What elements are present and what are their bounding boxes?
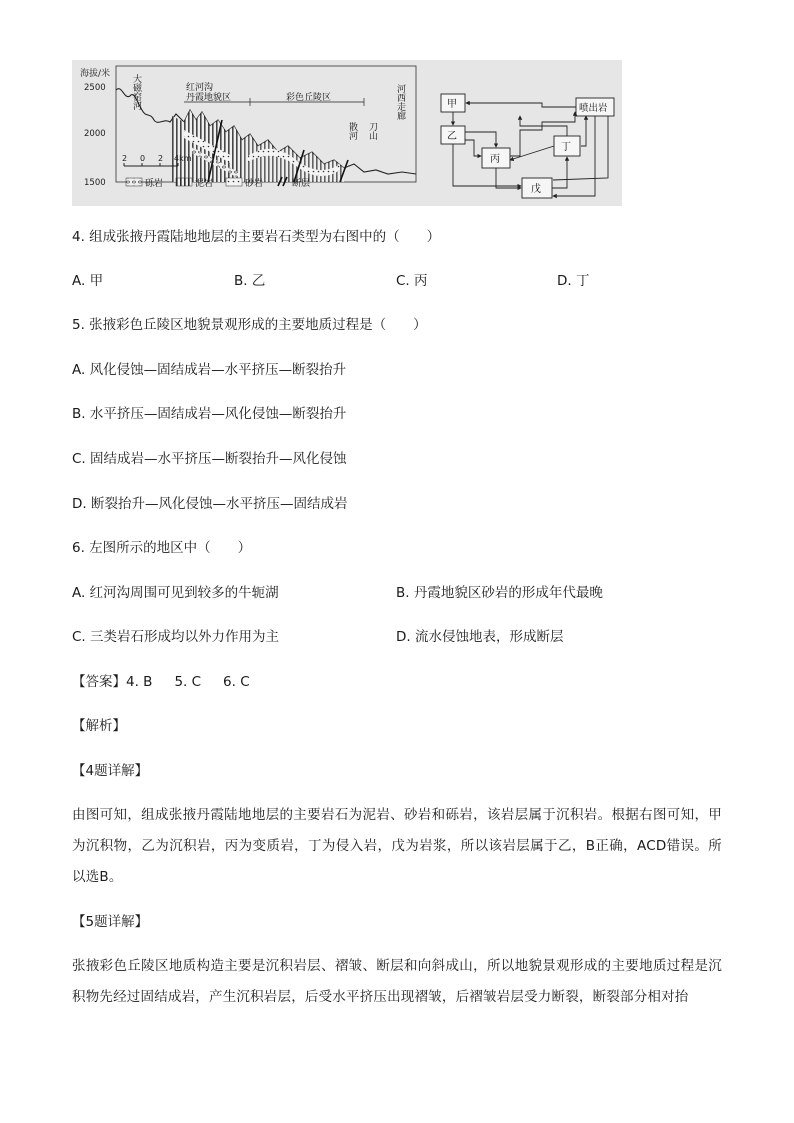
legend-swatch-mudstone — [176, 178, 192, 186]
answer-key: 【答案】 — [72, 674, 126, 690]
question-5-option-d: D. 断裂抬升—风化侵蚀—水平挤压—固结成岩 — [72, 496, 348, 512]
answer-line — [72, 672, 272, 692]
scale-tick-1: 0 — [140, 154, 146, 163]
node-bing-label: 丙 — [490, 154, 500, 165]
answer-5: 5. C — [174, 674, 202, 690]
rock-cycle-diagram — [441, 94, 614, 198]
node-penchuyan-label: 喷出岩 — [579, 103, 608, 114]
question-6-option-c: C. 三类岩石形成均以外力作用为主 — [72, 629, 280, 645]
question-4-option-c: C. 丙 — [396, 273, 428, 289]
question-4-stem: 4. 组成张掖丹霞陆地地层的主要岩石类型为右图中的（ ） — [72, 229, 441, 245]
scale-tick-3: 4km — [174, 154, 192, 163]
legend-label-mudstone: 泥岩 — [195, 179, 214, 189]
question-5-stem: 5. 张掖彩色丘陵区地貌景观形成的主要地质过程是（ ） — [72, 317, 427, 333]
question-4-option-d: D. 丁 — [557, 273, 590, 289]
y-tick-2500: 2500 — [84, 83, 106, 93]
legend-label-sandstone: 砂岩 — [245, 179, 264, 189]
question-6-stem: 6. 左图所示的地区中（ ） — [72, 540, 252, 556]
detail-4-heading: 【4题详解】 — [72, 763, 149, 779]
question-5-option-c: C. 固结成岩—水平挤压—断裂抬升—风化侵蚀 — [72, 451, 347, 467]
question-6-option-a: A. 红河沟周围可见到较多的牛轭湖 — [72, 585, 279, 601]
y-tick-2000: 2000 — [84, 129, 106, 139]
question-4-option-a: A. 甲 — [72, 273, 104, 289]
label-hexi: 河西走廊 — [395, 84, 405, 120]
y-axis-label: 海拔/米 — [80, 69, 111, 79]
legend-swatch-sandstone — [226, 178, 242, 186]
label-daoshan: 刀山 — [367, 122, 377, 140]
label-shanhe: 散河 — [347, 122, 357, 140]
question-6-option-b: B. 丹霞地貌区砂岩的形成年代最晚 — [396, 585, 603, 601]
label-caise: 彩色丘陵区 — [286, 93, 332, 103]
question-5-option-a: A. 风化侵蚀—固结成岩—水平挤压—断裂抬升 — [72, 362, 347, 378]
cross-section — [80, 66, 416, 189]
question-5-option-b: B. 水平挤压—固结成岩—风化侵蚀—断裂抬升 — [72, 406, 347, 422]
answer-4: 4. B — [126, 674, 153, 690]
detail-5-heading: 【5题详解】 — [72, 914, 149, 930]
legend-label-conglomerate: 砾岩 — [145, 179, 164, 189]
node-jia-label: 甲 — [447, 99, 457, 110]
question-6-option-d: D. 流水侵蚀地表，形成断层 — [396, 629, 564, 645]
analysis-heading: 【解析】 — [72, 718, 126, 734]
node-wu-label: 戊 — [531, 184, 541, 195]
node-ding-label: 丁 — [561, 142, 571, 153]
detail-4-text: 由图可知，组成张掖丹霞陆地地层的主要岩石为泥岩、砂岩和砾岩，该岩层属于沉积岩。根据右图可知，甲为沉积物，乙为沉积岩，丙为变质岩，丁为侵入岩，戊为岩浆，所以该岩层属于乙，B正确，ACD错误。所以选B。 — [72, 807, 722, 885]
question-4-option-b: B. 乙 — [234, 273, 266, 289]
scale-tick-0: 2 — [122, 154, 128, 163]
label-danxia: 丹霞地貌区 — [186, 93, 232, 103]
detail-5-text: 张掖彩色丘陵区地质构造主要是沉积岩层、褶皱、断层和向斜成山，所以地貌景观形成的主要地质过程是沉积物先经过固结成岩，产生沉积岩层，后受水平挤压出现褶皱，后褶皱岩层受力断裂，断裂部分相对抬 — [72, 958, 722, 1005]
answer-6: 6. C — [223, 674, 250, 690]
geology-figure — [72, 60, 622, 206]
label-dacizhan: 大磁窑河 — [131, 74, 141, 110]
legend-label-fault: 断层 — [292, 179, 311, 189]
node-yi-label: 乙 — [447, 131, 457, 142]
y-tick-1500: 1500 — [84, 178, 106, 188]
geology-figure-svg — [72, 60, 622, 206]
label-honghegou: 红河沟 — [186, 83, 214, 93]
scale-tick-2: 2 — [158, 154, 164, 163]
legend-swatch-conglomerate — [126, 178, 142, 186]
